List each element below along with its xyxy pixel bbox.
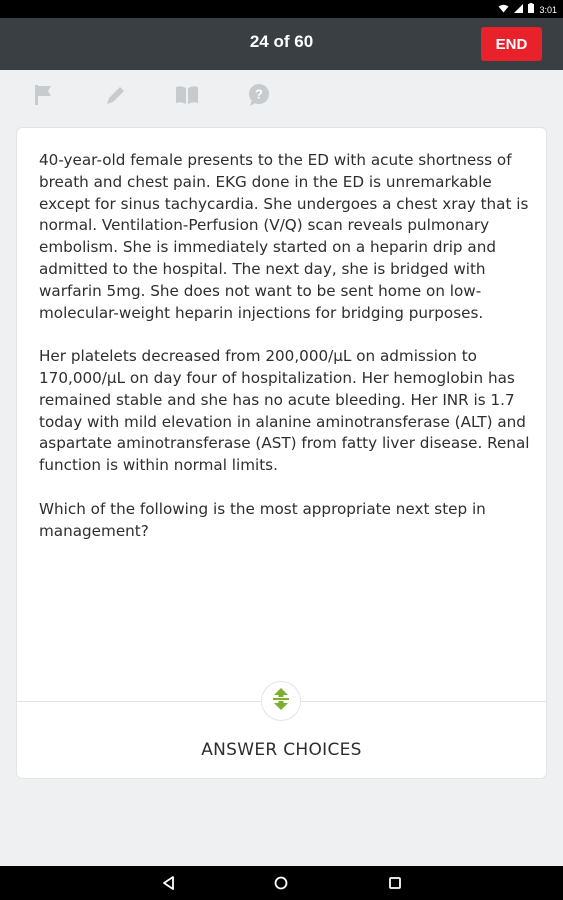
expand-answers-button[interactable] (261, 681, 301, 721)
toolbar (0, 70, 563, 120)
status-icons (498, 3, 557, 16)
pencil-icon[interactable] (103, 82, 129, 108)
svg-text:?: ? (255, 86, 263, 102)
question-paragraph: Her platelets decreased from 200,000/µL on admission to 170,000/µL on day four of hospitalization. Her hemoglobin has remained stable and she has no acute bleeding. Her INR is 1.7 today with mild elevation in alanine aminotransferase (ALT) and aspartate aminotransferase (AST) from fatty liver disease. Renal function is within normal limits. (39, 347, 530, 475)
recents-icon[interactable] (386, 874, 404, 892)
answer-choices-toggle[interactable]: ANSWER CHOICES (201, 740, 362, 760)
navigation-bar (0, 866, 563, 900)
flag-icon[interactable] (30, 82, 56, 108)
comment-question-icon[interactable] (246, 82, 272, 108)
wifi-icon (498, 4, 509, 16)
expand-vertical-icon (271, 687, 291, 715)
status-time: 3:01 (539, 4, 557, 15)
book-icon[interactable] (174, 82, 200, 108)
header-bar (0, 18, 563, 70)
home-icon[interactable] (272, 874, 290, 892)
signal-icon (514, 4, 523, 16)
question-card (16, 127, 547, 779)
question-prompt: Which of the following is the most appropriate next step in management? (39, 499, 486, 540)
question-paragraph: 40-year-old female presents to the ED with acute shortness of breath and chest pain. EKG done in the ED is unremarkable except for sinus tachycardia. She undergoes a chest xray that is normal. Ventilation-Perfusion (V/Q) scan reveals pulmonary embolism. She is immediately started on a heparin drip and admitted to the hospital. The next day, she is bridged with warfarin 5mg. She does not want to be sent home on low-molecular-weight heparin injections for bridging purposes. (39, 151, 529, 322)
question-counter: 24 of 60 (249, 32, 314, 51)
back-icon[interactable] (160, 874, 178, 892)
battery-icon (528, 3, 534, 16)
end-button[interactable]: END (481, 27, 542, 61)
status-bar (0, 0, 563, 18)
question-stem (39, 150, 531, 564)
